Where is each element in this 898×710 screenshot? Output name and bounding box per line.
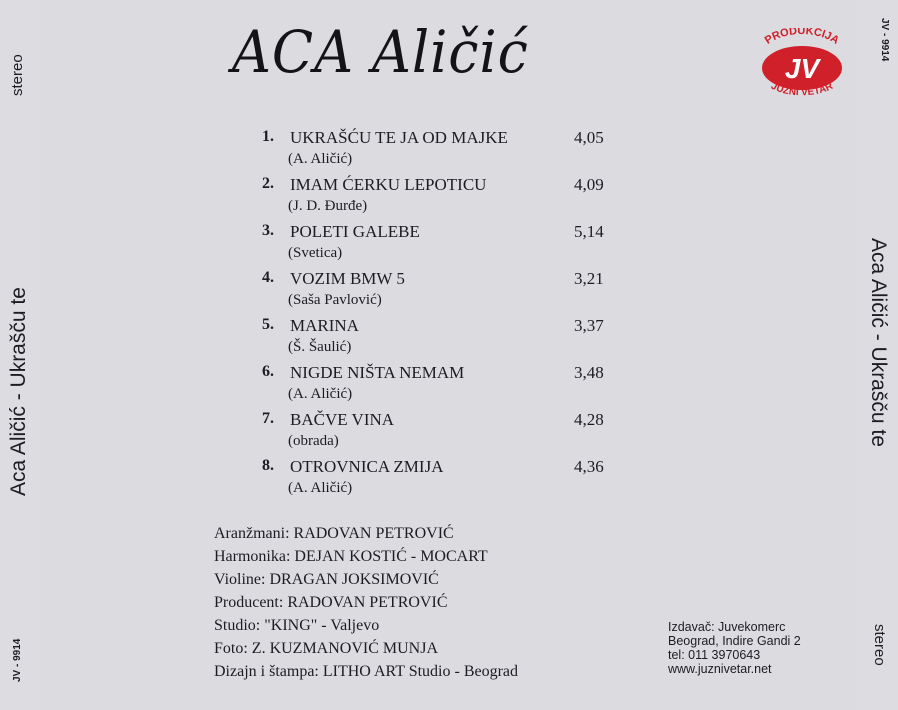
track-duration: 4,09 <box>574 175 604 194</box>
track-duration: 5,14 <box>574 222 604 241</box>
artist-title: ACA Aličić <box>232 18 529 86</box>
track-number: 7. <box>262 410 274 427</box>
track-title: MARINA <box>290 316 359 335</box>
credit-studio: Studio: "KING" - Valjevo <box>214 617 380 634</box>
right-spine-title: Aca Aličić - Ukrašču te <box>867 238 890 447</box>
publisher-name: Izdavač: Juvekomerc <box>668 620 786 634</box>
credit-producer: Producent: RADOVAN PETROVIĆ <box>214 594 448 611</box>
track-number: 4. <box>262 269 274 286</box>
credit-violins: Violine: DRAGAN JOKSIMOVIĆ <box>214 571 439 588</box>
track-duration: 3,48 <box>574 363 604 382</box>
track-title: OTROVNICA ZMIJA <box>290 457 444 476</box>
track-title: NIGDE NIŠTA NEMAM <box>290 363 465 382</box>
logo-mark: JV <box>784 53 820 84</box>
track-number: 5. <box>262 316 274 333</box>
track-row <box>262 222 622 269</box>
logo-top-text: PRODUKCIJA <box>762 28 842 47</box>
track-row <box>262 410 622 457</box>
credit-design-print: Dizajn i štampa: LITHO ART Studio - Beograd <box>214 663 519 680</box>
track-row <box>262 269 622 316</box>
credits-block <box>214 522 518 683</box>
track-title: BAČVE VINA <box>290 410 395 429</box>
track-duration: 3,21 <box>574 269 604 288</box>
track-author: (Š. Šaulić) <box>288 339 352 355</box>
track-number: 3. <box>262 222 274 239</box>
right-spine <box>856 0 898 710</box>
credit-photo: Foto: Z. KUZMANOVIĆ MUNJA <box>214 640 439 657</box>
track-row <box>262 316 622 363</box>
publisher-address: Beograd, Indire Gandi 2 <box>668 634 801 648</box>
publisher-phone: tel: 011 3970643 <box>668 648 761 662</box>
left-spine-catalog: JV - 9914 <box>12 638 23 682</box>
credit-accordion: Harmonika: DEJAN KOSTIĆ - MOCART <box>214 548 488 565</box>
track-title: POLETI GALEBE <box>290 222 420 241</box>
track-number: 8. <box>262 457 274 474</box>
track-row <box>262 128 622 175</box>
juzni-vetar-logo <box>748 28 856 100</box>
track-author: (J. D. Đurđe) <box>288 198 368 214</box>
track-row <box>262 457 622 504</box>
track-title: UKRAŠĆU TE JA OD MAJKE <box>290 128 508 147</box>
left-spine-title: Aca Aličić - Ukrašču te <box>7 287 30 496</box>
publisher-website: www.juznivetar.net <box>668 662 772 676</box>
track-author: (A. Aličić) <box>288 151 353 167</box>
track-author: (obrada) <box>288 433 339 449</box>
track-duration: 4,28 <box>574 410 604 429</box>
track-number: 1. <box>262 128 274 145</box>
track-title: VOZIM BMW 5 <box>290 269 405 288</box>
track-duration: 4,05 <box>574 128 604 147</box>
track-row <box>262 363 622 410</box>
track-number: 6. <box>262 363 274 380</box>
left-spine-stereo: stereo <box>9 54 26 96</box>
track-row <box>262 175 622 222</box>
track-duration: 3,37 <box>574 316 604 335</box>
logo-bottom-text: JUŽNI VETAR <box>769 80 835 99</box>
track-author: (A. Aličić) <box>288 480 353 496</box>
right-spine-stereo: stereo <box>871 624 888 666</box>
publisher-info <box>668 620 801 676</box>
track-number: 2. <box>262 175 274 192</box>
track-author: (Svetica) <box>288 245 343 261</box>
track-title: IMAM ĆERKU LEPOTICU <box>290 175 487 194</box>
credit-arrangements: Aranžmani: RADOVAN PETROVIĆ <box>214 525 454 542</box>
left-spine <box>0 0 40 710</box>
track-author: (Saša Pavlović) <box>288 292 382 308</box>
tracklist <box>262 128 622 504</box>
track-duration: 4,36 <box>574 457 604 476</box>
track-author: (A. Aličić) <box>288 386 353 402</box>
right-spine-catalog: JV - 9914 <box>879 18 890 62</box>
